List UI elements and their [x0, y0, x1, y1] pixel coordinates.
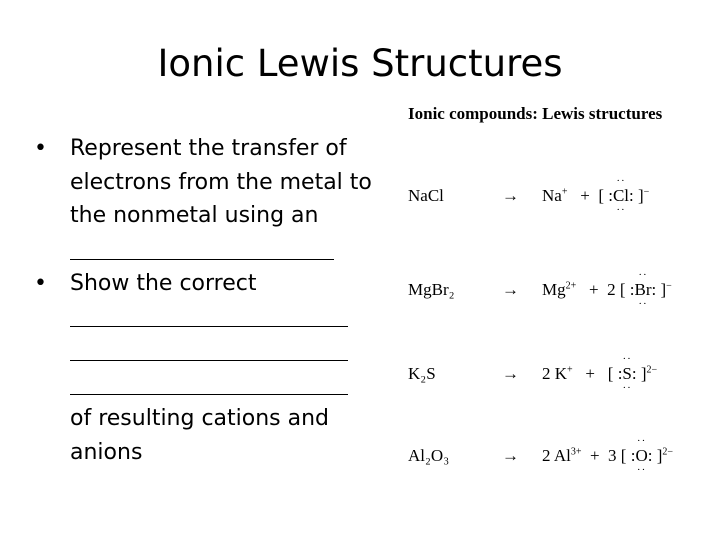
anion: :Cl:	[608, 186, 634, 205]
compound-row-nacl	[398, 175, 698, 226]
compound-row-mgbr2	[398, 269, 698, 320]
electron-dots-icon: ··	[638, 269, 648, 281]
anion: :O:	[630, 446, 653, 465]
electron-dots-icon: ··	[622, 382, 632, 394]
arrow-icon: →	[502, 364, 519, 383]
anion: :Br:	[629, 280, 657, 299]
cation-charge: +	[561, 186, 568, 198]
fill-in-blank	[70, 233, 334, 260]
electron-dots-icon: ··	[636, 435, 647, 447]
bullet-item-2	[34, 267, 374, 470]
compound-formula: Al₂O₃	[408, 446, 450, 465]
plus-sign: +	[585, 364, 596, 383]
bullet-item-1	[34, 132, 374, 260]
ions: Na+ + [ ·· :Cl: ·· ]−	[542, 175, 650, 216]
electron-dots-icon: ··	[638, 298, 648, 310]
bullet-list	[34, 132, 374, 469]
anion-coefficient: 2	[607, 280, 616, 299]
compound-row-al2o3	[398, 435, 698, 486]
plus-sign: +	[580, 186, 590, 205]
electron-dots-icon: ··	[622, 353, 632, 365]
fill-in-blank	[70, 300, 348, 327]
anion: :S:	[617, 364, 637, 383]
anion-charge: 2−	[662, 446, 674, 458]
slide-title: Ionic Lewis Structures	[157, 42, 563, 85]
anion-coefficient: 3	[608, 446, 617, 465]
bullet-text: Show the correct	[70, 270, 257, 296]
cation: Mg	[542, 280, 566, 299]
fill-in-blank	[70, 334, 348, 361]
electron-dots-icon: ··	[616, 204, 626, 216]
cation-charge: +	[567, 364, 573, 376]
compound-row-k2s	[398, 353, 698, 404]
arrow-icon: →	[502, 186, 519, 205]
cation-coefficient: 2	[542, 364, 551, 383]
anion-lewis	[630, 435, 653, 476]
anion-lewis	[617, 353, 637, 394]
cation-coefficient: 2	[542, 446, 551, 465]
ions: $Mg^{2+}$ + 2 [ ·· :Br: ·· ]−	[542, 269, 672, 310]
fill-in-blank	[70, 368, 348, 395]
arrow-icon: →	[502, 280, 519, 299]
anion-charge: −	[666, 280, 672, 292]
cation-charge: 2+	[565, 280, 577, 292]
cation-charge: 3+	[570, 446, 582, 458]
bullet-symbol: •	[34, 136, 47, 161]
cation: Na	[542, 186, 562, 205]
bullet-symbol: •	[34, 270, 47, 296]
bullet-tail-text: of resulting cations and anions	[70, 406, 330, 465]
compound-formula: MgBr₂	[408, 280, 455, 299]
cation: K	[554, 364, 568, 383]
ions: 2 $Al^{3+} + 3$ [ ·· :O: ·· ]$^{2-}$	[542, 435, 674, 476]
plus-sign: +	[589, 446, 600, 465]
anion-lewis	[608, 175, 634, 216]
electron-dots-icon: ··	[616, 175, 626, 187]
plus-sign: +	[589, 280, 599, 299]
ions: 2 K+ + [ ·· :S: ·· ]$^{2-}$	[542, 353, 658, 394]
cation: Al	[553, 446, 571, 465]
electron-dots-icon: ··	[636, 464, 647, 476]
lewis-structures-figure	[398, 98, 698, 498]
compound-formula: K₂S	[408, 364, 436, 383]
bullet-text: Represent the transfer of electrons from the metal to the nonmetal using an	[70, 136, 372, 228]
figure-title: Ionic compounds: Lewis structures	[408, 104, 663, 123]
compound-formula: NaCl	[408, 186, 444, 205]
anion-charge: 2−	[646, 364, 658, 376]
anion-charge: −	[643, 186, 650, 198]
anion-lewis	[629, 269, 657, 310]
arrow-icon: →	[502, 446, 519, 465]
